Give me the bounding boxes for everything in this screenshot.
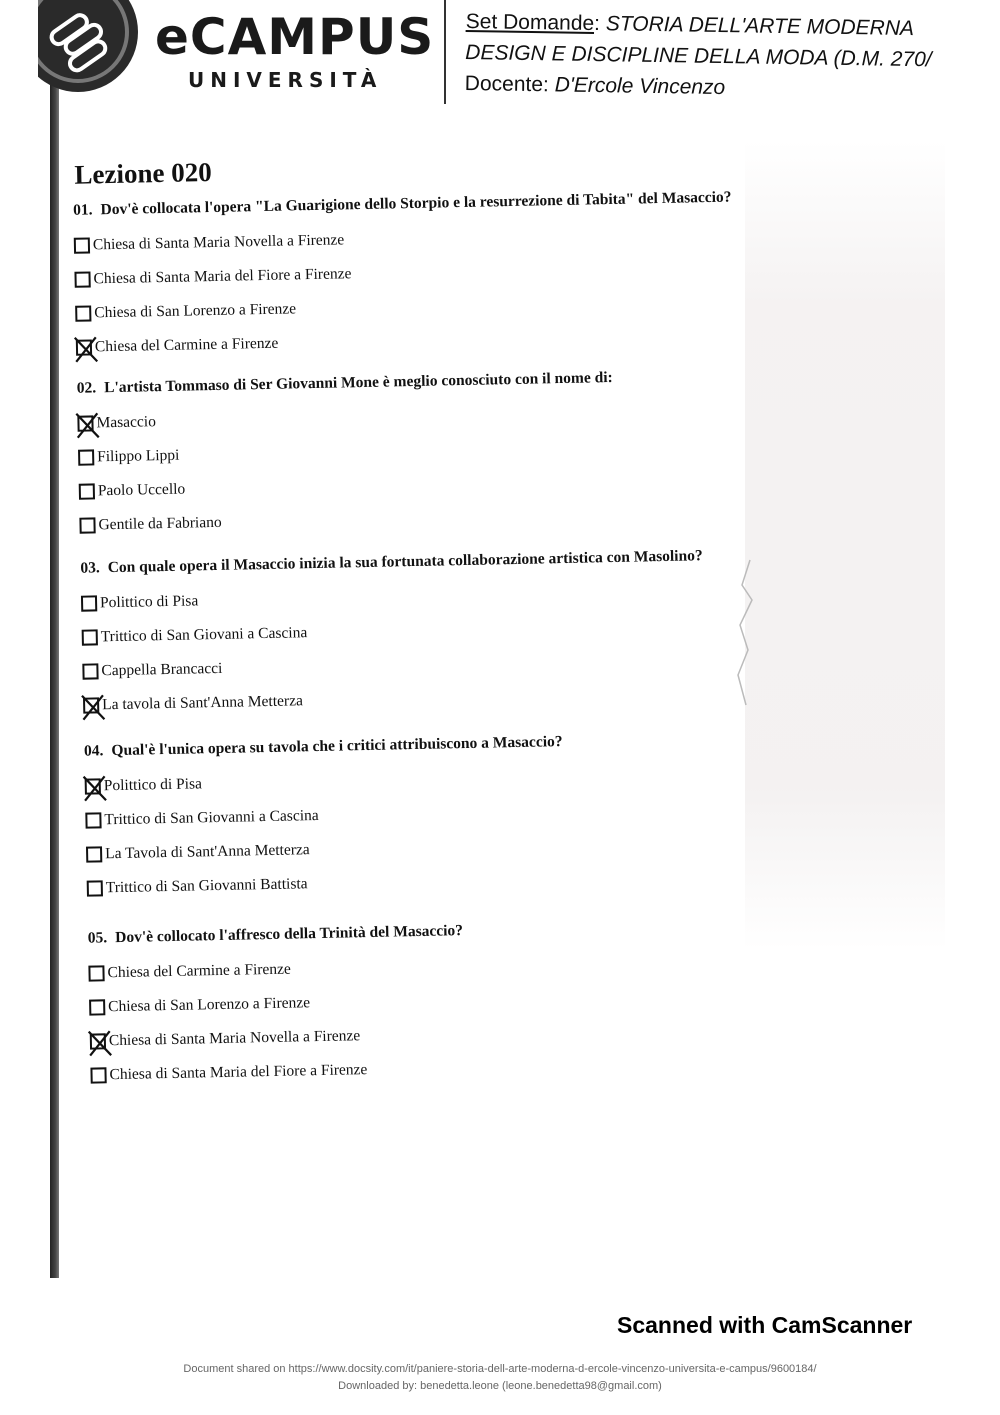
checkbox-icon[interactable]	[78, 449, 94, 465]
question-number: 04.	[83, 742, 104, 760]
x-mark-icon	[74, 412, 101, 439]
question-number: 05.	[87, 929, 108, 947]
question-3	[80, 547, 703, 577]
scanner-label: Scanned with CamScanner	[617, 1312, 913, 1338]
question-text: Dov'è collocato l'affresco della Trinità del Masaccio?	[115, 922, 464, 947]
answer-option[interactable]	[85, 805, 319, 832]
answer-option[interactable]	[90, 1025, 361, 1052]
option-label: Polittico di Pisa	[99, 592, 199, 612]
checkbox-icon[interactable]	[77, 415, 93, 431]
option-label: Chiesa del Carmine a Firenze	[107, 960, 292, 982]
question-2	[77, 369, 613, 398]
option-label: Gentile da Fabriano	[98, 513, 222, 534]
brand-subtitle: UNIVERSITÀ	[188, 68, 383, 92]
x-mark-icon	[73, 336, 100, 363]
option-label: Trittico di San Giovani a Cascina	[100, 624, 308, 646]
checkbox-icon[interactable]	[88, 965, 104, 981]
question-text: Dov'è collocata l'opera "La Guarigione dello Storpio e la resurrezione di Tabita" del Masaccio?	[100, 188, 732, 219]
answer-option[interactable]	[82, 622, 308, 649]
checkbox-icon[interactable]	[74, 237, 90, 253]
answer-option[interactable]	[79, 479, 186, 503]
header-info	[465, 6, 986, 107]
answer-option[interactable]	[86, 839, 310, 865]
option-label: Masaccio	[96, 413, 157, 432]
checkbox-icon[interactable]	[90, 1067, 106, 1083]
teacher-name: D'Ercole Vincenzo	[554, 73, 726, 100]
x-mark-icon	[87, 1030, 114, 1057]
pencil-scribble-icon	[728, 555, 768, 715]
option-label: Polittico di Pisa	[103, 775, 203, 795]
checkbox-icon[interactable]	[89, 999, 105, 1015]
bleed-through-area	[745, 140, 945, 950]
header-divider	[444, 0, 446, 104]
answer-option[interactable]	[78, 445, 180, 469]
question-number: 03.	[80, 559, 100, 577]
option-label: Trittico di San Giovanni Battista	[105, 875, 308, 897]
x-mark-icon	[80, 694, 107, 721]
checkbox-icon[interactable]	[79, 483, 95, 499]
answer-option[interactable]	[89, 992, 310, 1018]
lesson-title: Lezione 020	[74, 157, 213, 190]
checkbox-icon[interactable]	[75, 305, 91, 321]
checkbox-icon[interactable]	[74, 271, 90, 287]
questionnaire	[62, 136, 762, 1084]
downloaded-line: Downloaded by: benedetta.leone (leone.benedetta98@gmail.com)	[338, 1380, 662, 1392]
option-label: Chiesa di San Lorenzo a Firenze	[94, 300, 297, 322]
question-1	[73, 189, 732, 220]
checkbox-icon[interactable]	[81, 595, 97, 611]
answer-option[interactable]	[85, 773, 203, 797]
question-number: 02.	[76, 379, 97, 397]
answer-option[interactable]	[74, 263, 351, 291]
option-label: Chiesa del Carmine a Firenze	[94, 334, 279, 356]
checkbox-icon[interactable]	[90, 1033, 106, 1049]
answer-option[interactable]	[83, 690, 303, 716]
checkbox-icon[interactable]	[82, 663, 98, 679]
x-mark-icon	[82, 775, 109, 802]
checkbox-icon[interactable]	[86, 846, 102, 862]
question-4	[84, 733, 563, 761]
answer-option[interactable]	[74, 229, 345, 256]
shared-line: Document shared on https://www.docsity.com/it/paniere-storia-dell-arte-moderna-d-ercole-vincenzo-universita-e-campus/9600184/	[183, 1363, 817, 1375]
option-label: La tavola di Sant'Anna Metterza	[101, 692, 304, 714]
scan-edge	[50, 0, 59, 1278]
answer-option[interactable]	[82, 658, 222, 683]
checkbox-icon[interactable]	[76, 339, 92, 355]
question-text: L'artista Tommaso di Ser Giovanni Mone è meglio conosciuto con il nome di:	[103, 368, 613, 397]
teacher-label: Docente:	[464, 71, 550, 97]
answer-option[interactable]	[77, 411, 156, 435]
set-colon: :	[593, 12, 607, 36]
option-label: Paolo Uccello	[97, 480, 186, 500]
option-label: Cappella Brancacci	[101, 659, 223, 680]
set-course: DESIGN E DISCIPLINE DELLA MODA (D.M. 270/	[465, 40, 932, 72]
answer-option[interactable]	[75, 298, 296, 324]
option-label: Chiesa di San Lorenzo a Firenze	[108, 994, 311, 1016]
answer-option[interactable]	[81, 590, 199, 614]
checkbox-icon[interactable]	[82, 629, 98, 645]
ecampus-logo-icon	[38, 0, 138, 100]
option-label: Chiesa di Santa Maria del Fiore a Firenze	[109, 1061, 368, 1084]
answer-option[interactable]	[76, 333, 279, 359]
set-label: Set Domande	[465, 9, 595, 36]
option-label: Trittico di San Giovanni a Cascina	[104, 806, 319, 829]
answer-option[interactable]	[90, 1059, 367, 1087]
left-margin	[0, 0, 52, 1278]
checkbox-icon[interactable]	[85, 812, 101, 828]
question-text: Con quale opera il Masaccio inizia la sua fortunata collaborazione artistica con Masolino?	[107, 547, 703, 577]
option-label: Filippo Lippi	[96, 446, 180, 466]
option-label: Chiesa di Santa Maria Novella a Firenze	[92, 231, 345, 254]
brand-name: eCAMPUS	[155, 8, 435, 66]
option-label: La Tavola di Sant'Anna Metterza	[104, 841, 310, 863]
option-label: Chiesa di Santa Maria del Fiore a Firenze	[93, 265, 352, 288]
set-title: STORIA DELL'ARTE MODERNA	[605, 12, 915, 41]
answer-option[interactable]	[88, 959, 291, 985]
question-text: Qual'è l'unica opera su tavola che i critici attribuiscono a Masaccio?	[111, 733, 563, 760]
checkbox-icon[interactable]	[79, 517, 95, 533]
option-label: Chiesa di Santa Maria Novella a Firenze	[108, 1027, 361, 1050]
checkbox-icon[interactable]	[87, 880, 103, 896]
question-number: 01.	[73, 201, 93, 219]
answer-option[interactable]	[79, 512, 222, 537]
checkbox-icon[interactable]	[83, 697, 99, 713]
answer-option[interactable]	[87, 873, 308, 899]
checkbox-icon[interactable]	[85, 778, 101, 794]
question-5	[88, 922, 463, 948]
